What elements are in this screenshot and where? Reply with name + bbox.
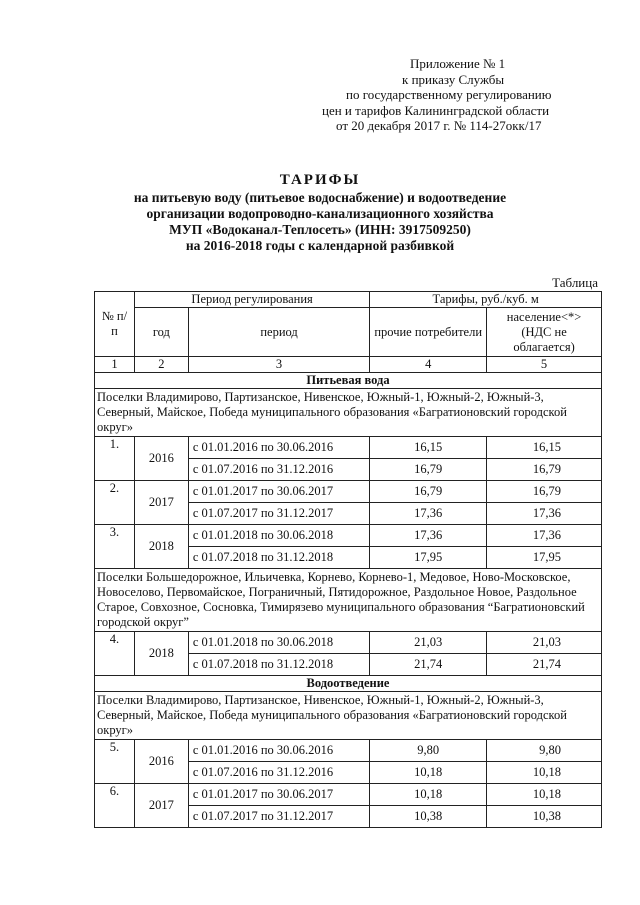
- tariff-other: 21,74: [370, 654, 487, 676]
- table-row: [95, 784, 602, 806]
- row-period: с 01.01.2018 по 30.06.2018: [188, 525, 369, 547]
- row-period: с 01.07.2018 по 31.12.2018: [188, 654, 369, 676]
- section-row: [95, 676, 602, 692]
- tariff-other: 17,36: [370, 503, 487, 525]
- row-period: с 01.01.2017 по 30.06.2017: [188, 481, 369, 503]
- document-title: [0, 172, 640, 254]
- tariff-other: 16,79: [370, 481, 487, 503]
- row-number: 4.: [95, 632, 135, 676]
- row-period: с 01.07.2017 по 31.12.2017: [188, 503, 369, 525]
- header-period-group: Период регулирования: [134, 292, 369, 308]
- location-row: [95, 389, 602, 437]
- tariff-population: 17,95: [487, 547, 602, 569]
- tariff-population: 9,80: [487, 740, 602, 762]
- location-row: [95, 569, 602, 632]
- row-year: 2017: [134, 784, 188, 828]
- table-caption: Таблица: [552, 275, 598, 290]
- row-period: с 01.07.2018 по 31.12.2018: [188, 547, 369, 569]
- tariff-other: 17,95: [370, 547, 487, 569]
- title-main: ТАРИФЫ: [279, 172, 361, 188]
- location-row: [95, 692, 602, 740]
- appendix-line: от 20 декабря 2017 г. № 114-27окк/17: [336, 118, 542, 133]
- header-other-consumers: прочие потребители: [370, 308, 487, 357]
- row-number: 6.: [95, 784, 135, 828]
- tariff-other: 9,80: [370, 740, 487, 762]
- col-number: 4: [370, 357, 487, 373]
- tariff-population: 16,79: [487, 459, 602, 481]
- table-row: [95, 481, 602, 503]
- section-row: [95, 373, 602, 389]
- tariff-population: 21,03: [487, 632, 602, 654]
- title-subline: организации водопроводно-канализационного хозяйства: [146, 206, 494, 221]
- row-period: с 01.01.2016 по 30.06.2016: [188, 437, 369, 459]
- section-title: Питьевая вода: [95, 373, 602, 389]
- col-number: 1: [95, 357, 135, 373]
- row-period: с 01.01.2016 по 30.06.2016: [188, 740, 369, 762]
- tariff-population: 21,74: [487, 654, 602, 676]
- appendix-header: [322, 56, 602, 134]
- title-subline: на питьевую воду (питьевое водоснабжение) и водоотведение: [133, 190, 507, 205]
- header-num: № п/п: [95, 292, 135, 357]
- tariff-population: 17,36: [487, 525, 602, 547]
- section-title: Водоотведение: [95, 676, 602, 692]
- appendix-line: к приказу Службы: [402, 71, 505, 87]
- row-number: 2.: [95, 481, 135, 525]
- tariff-population: 10,38: [487, 806, 602, 828]
- tariff-population: 10,18: [487, 784, 602, 806]
- table-row: [95, 740, 602, 762]
- tariff-other: 10,18: [370, 784, 487, 806]
- row-year: 2016: [134, 437, 188, 481]
- col-number: 5: [487, 357, 602, 373]
- appendix-line: цен и тарифов Калининградской области: [322, 102, 550, 118]
- col-number: 3: [188, 357, 369, 373]
- appendix-line: Приложение № 1: [410, 56, 506, 71]
- row-period: с 01.01.2017 по 30.06.2017: [188, 784, 369, 806]
- row-period: с 01.07.2016 по 31.12.2016: [188, 762, 369, 784]
- location-text: Поселки Владимирово, Партизанское, Нивенское, Южный-1, Южный-2, Южный-3, Северный, Майское, Победа муниципального образования «Багратионовский городской округ»: [95, 389, 602, 437]
- header-period: период: [188, 308, 369, 357]
- tariff-population: 10,18: [487, 762, 602, 784]
- tariff-table: [94, 291, 602, 828]
- row-year: 2017: [134, 481, 188, 525]
- header-population: население<*> (НДС не облагается): [487, 308, 602, 357]
- row-period: с 01.07.2017 по 31.12.2017: [188, 806, 369, 828]
- row-year: 2018: [134, 632, 188, 676]
- location-text: Поселки Владимирово, Партизанское, Нивенское, Южный-1, Южный-2, Южный-3, Северный, Майское, Победа муниципального образования «Багратионовский городской округ»: [95, 692, 602, 740]
- tariff-other: 10,18: [370, 762, 487, 784]
- header-tariffs-group: Тарифы, руб./куб. м: [370, 292, 602, 308]
- row-number: 3.: [95, 525, 135, 569]
- title-subline: на 2016-2018 годы с календарной разбивкой: [185, 238, 455, 253]
- tariff-other: 10,38: [370, 806, 487, 828]
- row-number: 5.: [95, 740, 135, 784]
- tariff-population: 17,36: [487, 503, 602, 525]
- tariff-population: 16,79: [487, 481, 602, 503]
- table-row: [95, 525, 602, 547]
- tariff-other: 16,79: [370, 459, 487, 481]
- col-number: 2: [134, 357, 188, 373]
- title-subline: МУП «Водоканал-Теплосеть» (ИНН: 3917509250): [169, 222, 471, 237]
- table-row: [95, 632, 602, 654]
- location-text: Поселки Большедорожное, Ильичевка, Корнево, Корнево-1, Медовое, Ново-Московское, Новоселово, Первомайское, Пограничный, Пятидорожное, Раздольное Новое, Раздольное Старое, Совхозное, Сосновка, Тимирязево муниципального образования “Багратионовский городской округ”: [95, 569, 602, 632]
- tariff-population: 16,15: [487, 437, 602, 459]
- tariff-other: 16,15: [370, 437, 487, 459]
- row-year: 2016: [134, 740, 188, 784]
- row-period: с 01.07.2016 по 31.12.2016: [188, 459, 369, 481]
- appendix-line: по государственному регулированию: [346, 87, 552, 102]
- row-number: 1.: [95, 437, 135, 481]
- tariff-other: 21,03: [370, 632, 487, 654]
- table-row: [95, 437, 602, 459]
- row-year: 2018: [134, 525, 188, 569]
- tariff-other: 17,36: [370, 525, 487, 547]
- header-year: год: [134, 308, 188, 357]
- row-period: с 01.01.2018 по 30.06.2018: [188, 632, 369, 654]
